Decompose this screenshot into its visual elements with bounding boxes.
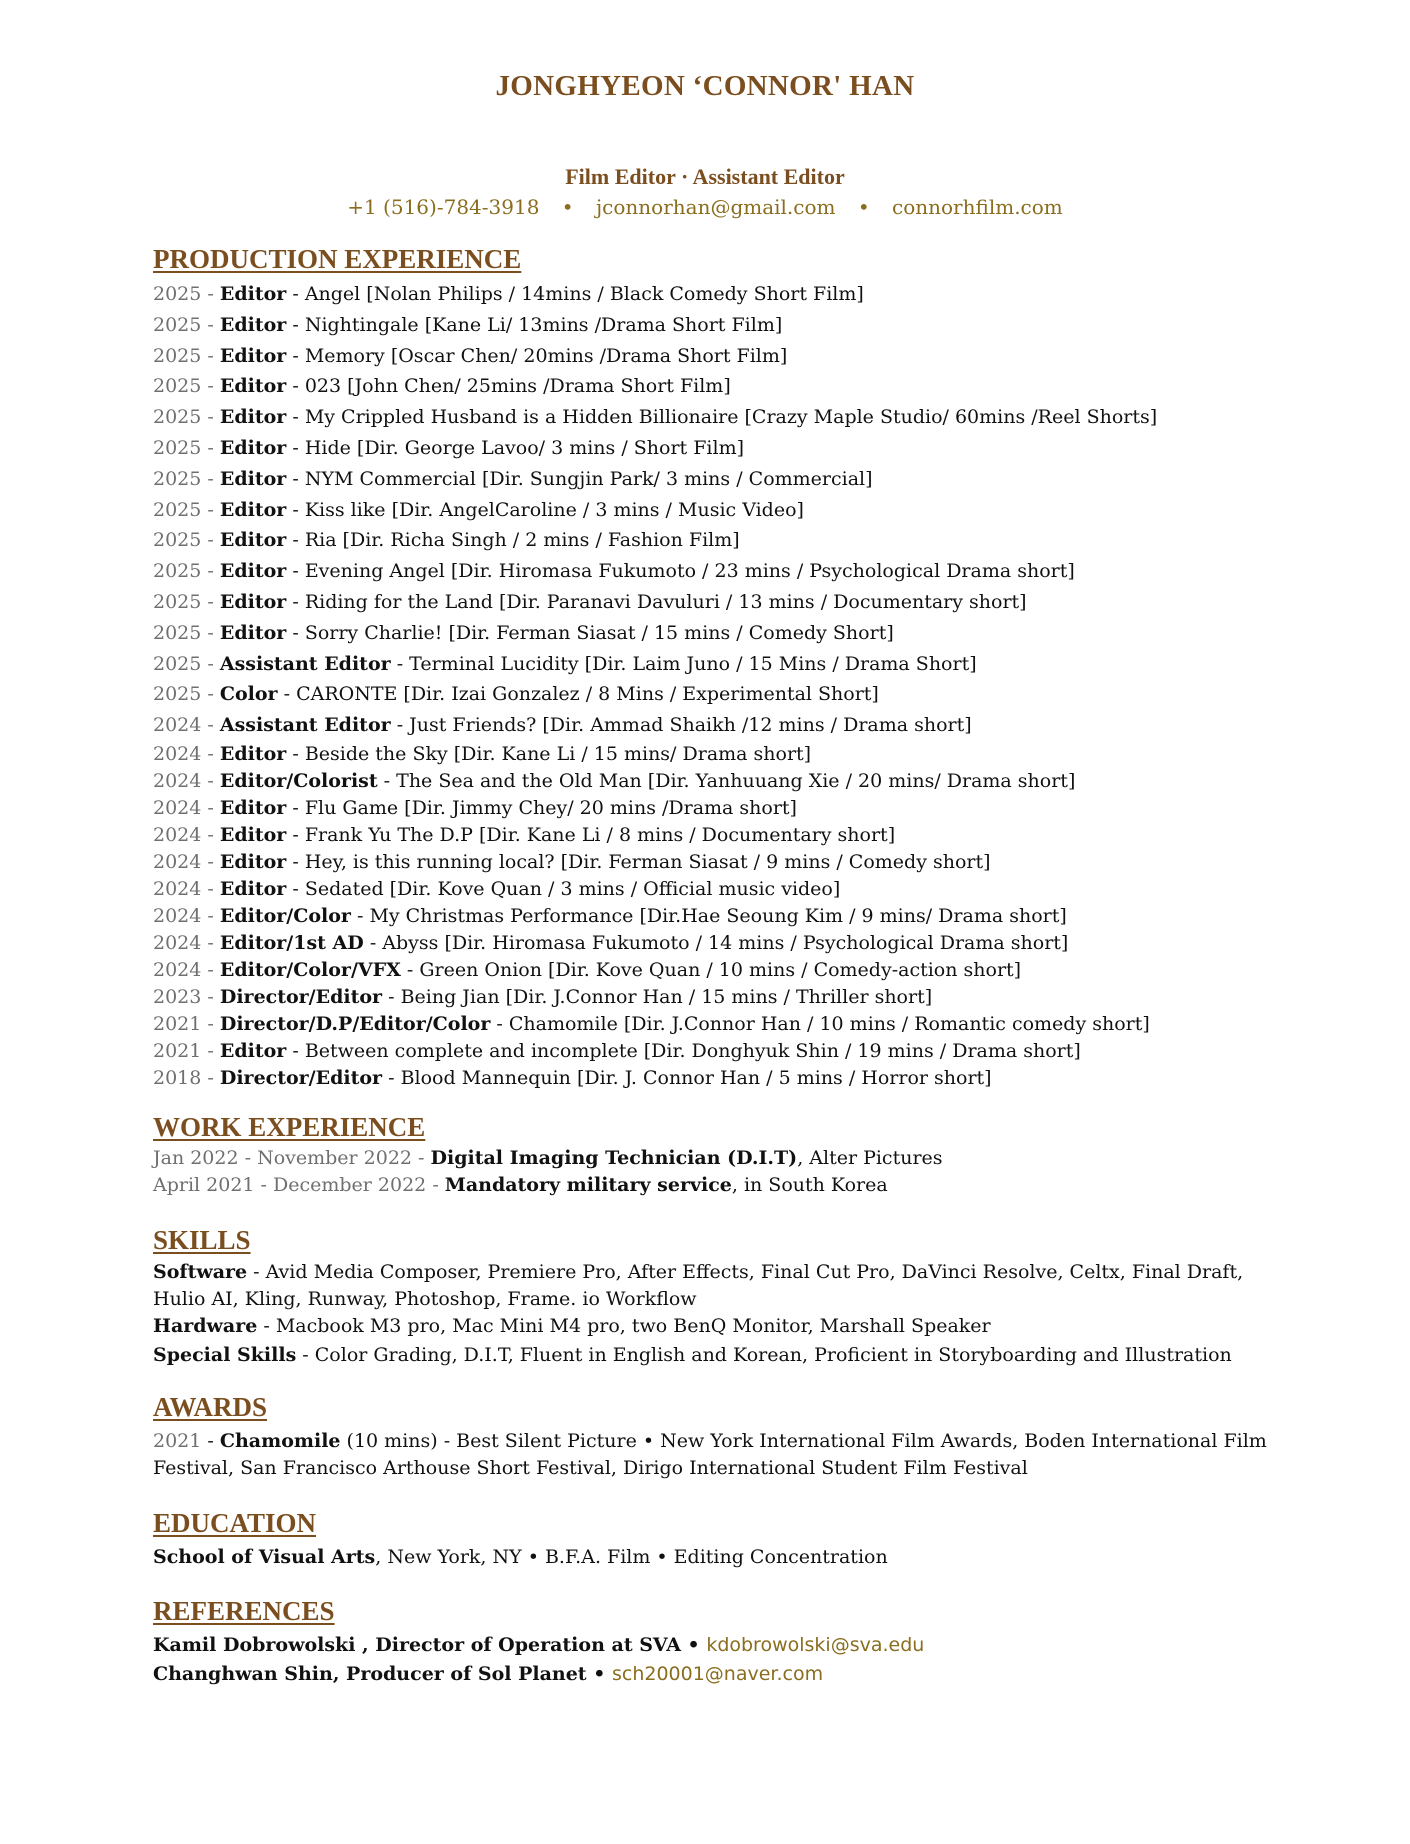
entry-year: 2025 xyxy=(153,529,202,552)
contact-line xyxy=(0,195,1410,219)
reference-item: Changhwan Shin, Producer of Sol Planet • sch20001@naver.com xyxy=(153,1663,824,1685)
production-entry: 2025 - Editor - Memory [Oscar Chen/ 20mins /Drama Short Film] xyxy=(153,344,788,367)
production-entry: 2025 - Editor - My Crippled Husband is a Hidden Billionaire [Crazy Maple Studio/ 60mins /Reel Shorts] xyxy=(153,406,1158,429)
email-link[interactable]: jconnorhan@gmail.com xyxy=(595,195,836,219)
skills-heading: SKILLS xyxy=(153,1225,251,1255)
entry-description: Abyss [Dir. Hiromasa Fukumoto / 14 mins / Psychological Drama short] xyxy=(382,931,1069,954)
entry-description: Ria [Dir. Richa Singh / 2 mins / Fashion Film] xyxy=(304,529,740,552)
production-entry: 2018 - Director/Editor - Blood Mannequin [Dir. J. Connor Han / 5 mins / Horror short] xyxy=(153,1066,992,1089)
entry-role: Editor/Color/VFX xyxy=(219,958,401,981)
production-entry: 2024 - Assistant Editor - Just Friends? [Dir. Ammad Shaikh /12 mins / Drama short] xyxy=(153,714,972,737)
entry-role: Editor xyxy=(219,1039,287,1062)
entry-description: Kiss like [Dir. AngelCaroline / 3 mins / Music Video] xyxy=(304,498,804,521)
reference-item: Kamil Dobrowolski , Director of Operation at SVA • kdobrowolski@sva.edu xyxy=(153,1634,925,1656)
entry-role: Editor/Colorist xyxy=(219,769,378,792)
entry-description: Beside the Sky [Dir. Kane Li / 15 mins/ Drama short] xyxy=(304,742,812,765)
skills-list xyxy=(153,1259,1263,1369)
reference-email-link[interactable]: kdobrowolski@sva.edu xyxy=(706,1634,925,1656)
entry-role: Assistant Editor xyxy=(219,714,391,737)
entry-description: Nightingale [Kane Li/ 13mins /Drama Short Film] xyxy=(304,313,783,336)
entry-role: Editor/1st AD xyxy=(219,931,364,954)
production-entry: 2021 - Editor - Between complete and incomplete [Dir. Donghyuk Shin / 19 mins / Drama short] xyxy=(153,1039,1081,1062)
entry-description: Between complete and incomplete [Dir. Donghyuk Shin / 19 mins / Drama short] xyxy=(304,1039,1081,1062)
production-entry: 2024 - Editor - Flu Game [Dir. Jimmy Chey/ 20 mins /Drama short] xyxy=(153,796,797,819)
education-list xyxy=(153,1544,1293,1571)
entry-role: Editor xyxy=(219,560,287,583)
phone-number: +1 (516)-784-3918 xyxy=(347,195,540,219)
production-entry: 2025 - Editor - Sorry Charlie! [Dir. Ferman Siasat / 15 mins / Comedy Short] xyxy=(153,621,894,644)
entry-role: Editor xyxy=(219,283,287,305)
production-entry: 2024 - Editor/Colorist - The Sea and the Old Man [Dir. Yanhuuang Xie / 20 mins/ Drama short] xyxy=(153,769,1076,792)
production-entry: 2025 - Editor - 023 [John Chen/ 25mins /Drama Short Film] xyxy=(153,375,731,398)
production-entry: 2024 - Editor - Frank Yu The D.P [Dir. Kane Li / 8 mins / Documentary short] xyxy=(153,823,896,846)
entry-year: 2024 xyxy=(153,823,202,846)
entry-description: Chamomile [Dir. J.Connor Han / 10 mins / Romantic comedy short] xyxy=(508,1012,1150,1035)
production-entry: 2025 - Editor - Riding for the Land [Dir. Paranavi Davuluri / 13 mins / Documentary short] xyxy=(153,590,1027,613)
entry-year: 2025 xyxy=(153,375,202,398)
entry-description: Sedated [Dir. Kove Quan / 3 mins / Official music video] xyxy=(304,877,841,900)
work-item: Jan 2022 - November 2022 - Digital Imaging Technician (D.I.T), Alter Pictures xyxy=(153,1147,943,1169)
production-entry: 2025 - Color - CARONTE [Dir. Izai Gonzalez / 8 Mins / Experimental Short] xyxy=(153,683,879,706)
entry-role: Editor xyxy=(219,529,287,552)
entry-description: Terminal Lucidity [Dir. Laim Juno / 15 Mins / Drama Short] xyxy=(409,652,977,675)
entry-role: Assistant Editor xyxy=(219,652,391,675)
entry-year: 2024 xyxy=(153,958,202,981)
production-entry: 2024 - Editor - Beside the Sky [Dir. Kane Li / 15 mins/ Drama short] xyxy=(153,742,812,765)
entry-year: 2024 xyxy=(153,931,202,954)
entry-year: 2025 xyxy=(153,621,202,644)
entry-role: Editor xyxy=(219,850,287,873)
reference-email-link[interactable]: sch20001@naver.com xyxy=(611,1663,824,1685)
entry-role: Editor xyxy=(219,344,287,367)
entry-year: 2025 xyxy=(153,590,202,613)
entry-description: Frank Yu The D.P [Dir. Kane Li / 8 mins / Documentary short] xyxy=(304,823,896,846)
production-entry: 2025 - Editor - Hide [Dir. George Lavoo/ 3 mins / Short Film] xyxy=(153,436,744,459)
production-entry: 2021 - Director/D.P/Editor/Color - Chamomile [Dir. J.Connor Han / 10 mins / Romantic comedy short] xyxy=(153,1012,1150,1035)
entry-description: Being Jian [Dir. J.Connor Han / 15 mins / Thriller short] xyxy=(400,985,933,1008)
production-entry: 2025 - Editor - Kiss like [Dir. AngelCaroline / 3 mins / Music Video] xyxy=(153,498,804,521)
hardware-skills: Hardware - Macbook M3 pro, Mac Mini M4 pro, two BenQ Monitor, Marshall Speaker xyxy=(153,1315,991,1337)
entry-role: Editor xyxy=(219,375,287,398)
entry-description: 023 [John Chen/ 25mins /Drama Short Film] xyxy=(304,375,731,398)
entry-description: Sorry Charlie! [Dir. Ferman Siasat / 15 mins / Comedy Short] xyxy=(304,621,894,644)
entry-role: Editor xyxy=(219,467,287,490)
job-title: Film Editor · Assistant Editor xyxy=(565,164,845,189)
entry-description: The Sea and the Old Man [Dir. Yanhuuang Xie / 20 mins/ Drama short] xyxy=(396,769,1076,792)
entry-role: Editor xyxy=(219,877,287,900)
entry-year: 2025 xyxy=(153,283,202,305)
production-entry: 2024 - Editor - Sedated [Dir. Kove Quan / 3 mins / Official music video] xyxy=(153,877,841,900)
entry-year: 2024 xyxy=(153,742,202,765)
entry-description: Hey, is this running local? [Dir. Ferman Siasat / 9 mins / Comedy short] xyxy=(304,850,991,873)
entry-role: Editor xyxy=(219,313,287,336)
entry-description: CARONTE [Dir. Izai Gonzalez / 8 Mins / Experimental Short] xyxy=(296,683,879,706)
entry-year: 2025 xyxy=(153,436,202,459)
entry-year: 2025 xyxy=(153,498,202,521)
entry-year: 2021 xyxy=(153,1039,202,1062)
entry-role: Director/D.P/Editor/Color xyxy=(219,1012,491,1035)
entry-year: 2025 xyxy=(153,467,202,490)
entry-role: Editor xyxy=(219,590,287,613)
entry-year: 2024 xyxy=(153,796,202,819)
entry-description: My Christmas Performance [Dir.Hae Seoung Kim / 9 mins/ Drama short] xyxy=(369,904,1067,927)
entry-description: Memory [Oscar Chen/ 20mins /Drama Short Film] xyxy=(304,344,788,367)
entry-role: Editor/Color xyxy=(219,904,351,927)
production-entry: 2025 - Editor - Ria [Dir. Richa Singh / 2 mins / Fashion Film] xyxy=(153,529,740,552)
references-heading: REFERENCES xyxy=(153,1596,335,1626)
entry-year: 2024 xyxy=(153,769,202,792)
award-item: 2021 - Chamomile (10 mins) - Best Silent Picture • New York International Film Awards, Boden International Film Festival, San Francisco Arthouse Short Festival, Dirigo International Student Film Festival xyxy=(153,1430,1267,1479)
production-entry: 2024 - Editor/Color/VFX - Green Onion [Dir. Kove Quan / 10 mins / Comedy-action short] xyxy=(153,958,1022,981)
production-entry: 2024 - Editor - Hey, is this running local? [Dir. Ferman Siasat / 9 mins / Comedy short] xyxy=(153,850,991,873)
entry-role: Editor xyxy=(219,406,287,429)
separator: • xyxy=(561,195,574,219)
education-item: School of Visual Arts, New York, NY • B.F.A. Film • Editing Concentration xyxy=(153,1546,888,1568)
entry-description: Flu Game [Dir. Jimmy Chey/ 20 mins /Drama short] xyxy=(304,796,797,819)
production-list xyxy=(153,279,1293,1092)
entry-description: NYM Commercial [Dir. Sungjin Park/ 3 mins / Commercial] xyxy=(304,467,873,490)
entry-description: My Crippled Husband is a Hidden Billionaire [Crazy Maple Studio/ 60mins /Reel Shorts] xyxy=(304,406,1158,429)
work-list xyxy=(153,1145,1293,1199)
entry-role: Color xyxy=(219,683,278,706)
entry-role: Editor xyxy=(219,742,287,765)
entry-role: Director/Editor xyxy=(219,1066,383,1089)
entry-role: Editor xyxy=(219,796,287,819)
education-heading: EDUCATION xyxy=(153,1508,317,1538)
entry-role: Editor xyxy=(219,436,287,459)
entry-description: Blood Mannequin [Dir. J. Connor Han / 5 mins / Horror short] xyxy=(400,1066,992,1089)
entry-year: 2024 xyxy=(153,877,202,900)
entry-year: 2025 xyxy=(153,313,202,336)
awards-heading: AWARDS xyxy=(153,1392,268,1422)
production-entry: 2025 - Editor - Evening Angel [Dir. Hiromasa Fukumoto / 23 mins / Psychological Drama short] xyxy=(153,560,1075,583)
entry-year: 2025 xyxy=(153,344,202,367)
work-item: April 2021 - December 2022 - Mandatory military service, in South Korea xyxy=(153,1174,888,1196)
website-link[interactable]: connorhfilm.com xyxy=(892,195,1063,219)
references-list xyxy=(153,1631,1293,1689)
entry-description: Angel [Nolan Philips / 14mins / Black Comedy Short Film] xyxy=(304,283,864,305)
entry-year: 2025 xyxy=(153,652,202,675)
entry-role: Editor xyxy=(219,621,287,644)
production-entry: 2025 - Assistant Editor - Terminal Lucidity [Dir. Laim Juno / 15 Mins / Drama Short] xyxy=(153,652,977,675)
production-entry: 2023 - Director/Editor - Being Jian [Dir. J.Connor Han / 15 mins / Thriller short] xyxy=(153,985,933,1008)
production-entry: 2025 - Editor - Angel [Nolan Philips / 14mins / Black Comedy Short Film] xyxy=(153,283,864,305)
entry-year: 2025 xyxy=(153,683,202,706)
production-entry: 2025 - Editor - Nightingale [Kane Li/ 13mins /Drama Short Film] xyxy=(153,313,783,336)
entry-year: 2024 xyxy=(153,714,202,737)
entry-description: Riding for the Land [Dir. Paranavi Davuluri / 13 mins / Documentary short] xyxy=(304,590,1027,613)
resume-name: JONGHYEON ‘CONNOR' HAN xyxy=(495,70,915,102)
entry-year: 2024 xyxy=(153,904,202,927)
production-experience-heading: PRODUCTION EXPERIENCE xyxy=(153,244,522,274)
entry-year: 2025 xyxy=(153,406,202,429)
entry-year: 2023 xyxy=(153,985,202,1008)
entry-year: 2021 xyxy=(153,1012,202,1035)
awards-list xyxy=(153,1428,1283,1482)
entry-description: Green Onion [Dir. Kove Quan / 10 mins / Comedy-action short] xyxy=(419,958,1022,981)
entry-description: Just Friends? [Dir. Ammad Shaikh /12 mins / Drama short] xyxy=(409,714,972,737)
software-skills: Software - Avid Media Composer, Premiere Pro, After Effects, Final Cut Pro, DaVinci Resolve, Celtx, Final Draft, Hulio AI, Kling, Runway, Photoshop, Frame. io Workflow xyxy=(153,1261,1244,1310)
entry-description: Hide [Dir. George Lavoo/ 3 mins / Short Film] xyxy=(304,436,744,459)
work-experience-heading: WORK EXPERIENCE xyxy=(153,1112,426,1142)
entry-role: Director/Editor xyxy=(219,985,383,1008)
separator: • xyxy=(857,195,870,219)
entry-year: 2025 xyxy=(153,560,202,583)
production-entry: 2025 - Editor - NYM Commercial [Dir. Sungjin Park/ 3 mins / Commercial] xyxy=(153,467,873,490)
production-entry: 2024 - Editor/1st AD - Abyss [Dir. Hiromasa Fukumoto / 14 mins / Psychological Drama short] xyxy=(153,931,1069,954)
entry-year: 2018 xyxy=(153,1066,202,1089)
special-skills: Special Skills - Color Grading, D.I.T, Fluent in English and Korean, Proficient in Storyboarding and Illustration xyxy=(153,1344,1232,1366)
entry-description: Evening Angel [Dir. Hiromasa Fukumoto / 23 mins / Psychological Drama short] xyxy=(304,560,1075,583)
entry-role: Editor xyxy=(219,823,287,846)
production-entry: 2024 - Editor/Color - My Christmas Performance [Dir.Hae Seoung Kim / 9 mins/ Drama short] xyxy=(153,904,1067,927)
entry-year: 2024 xyxy=(153,850,202,873)
entry-role: Editor xyxy=(219,498,287,521)
